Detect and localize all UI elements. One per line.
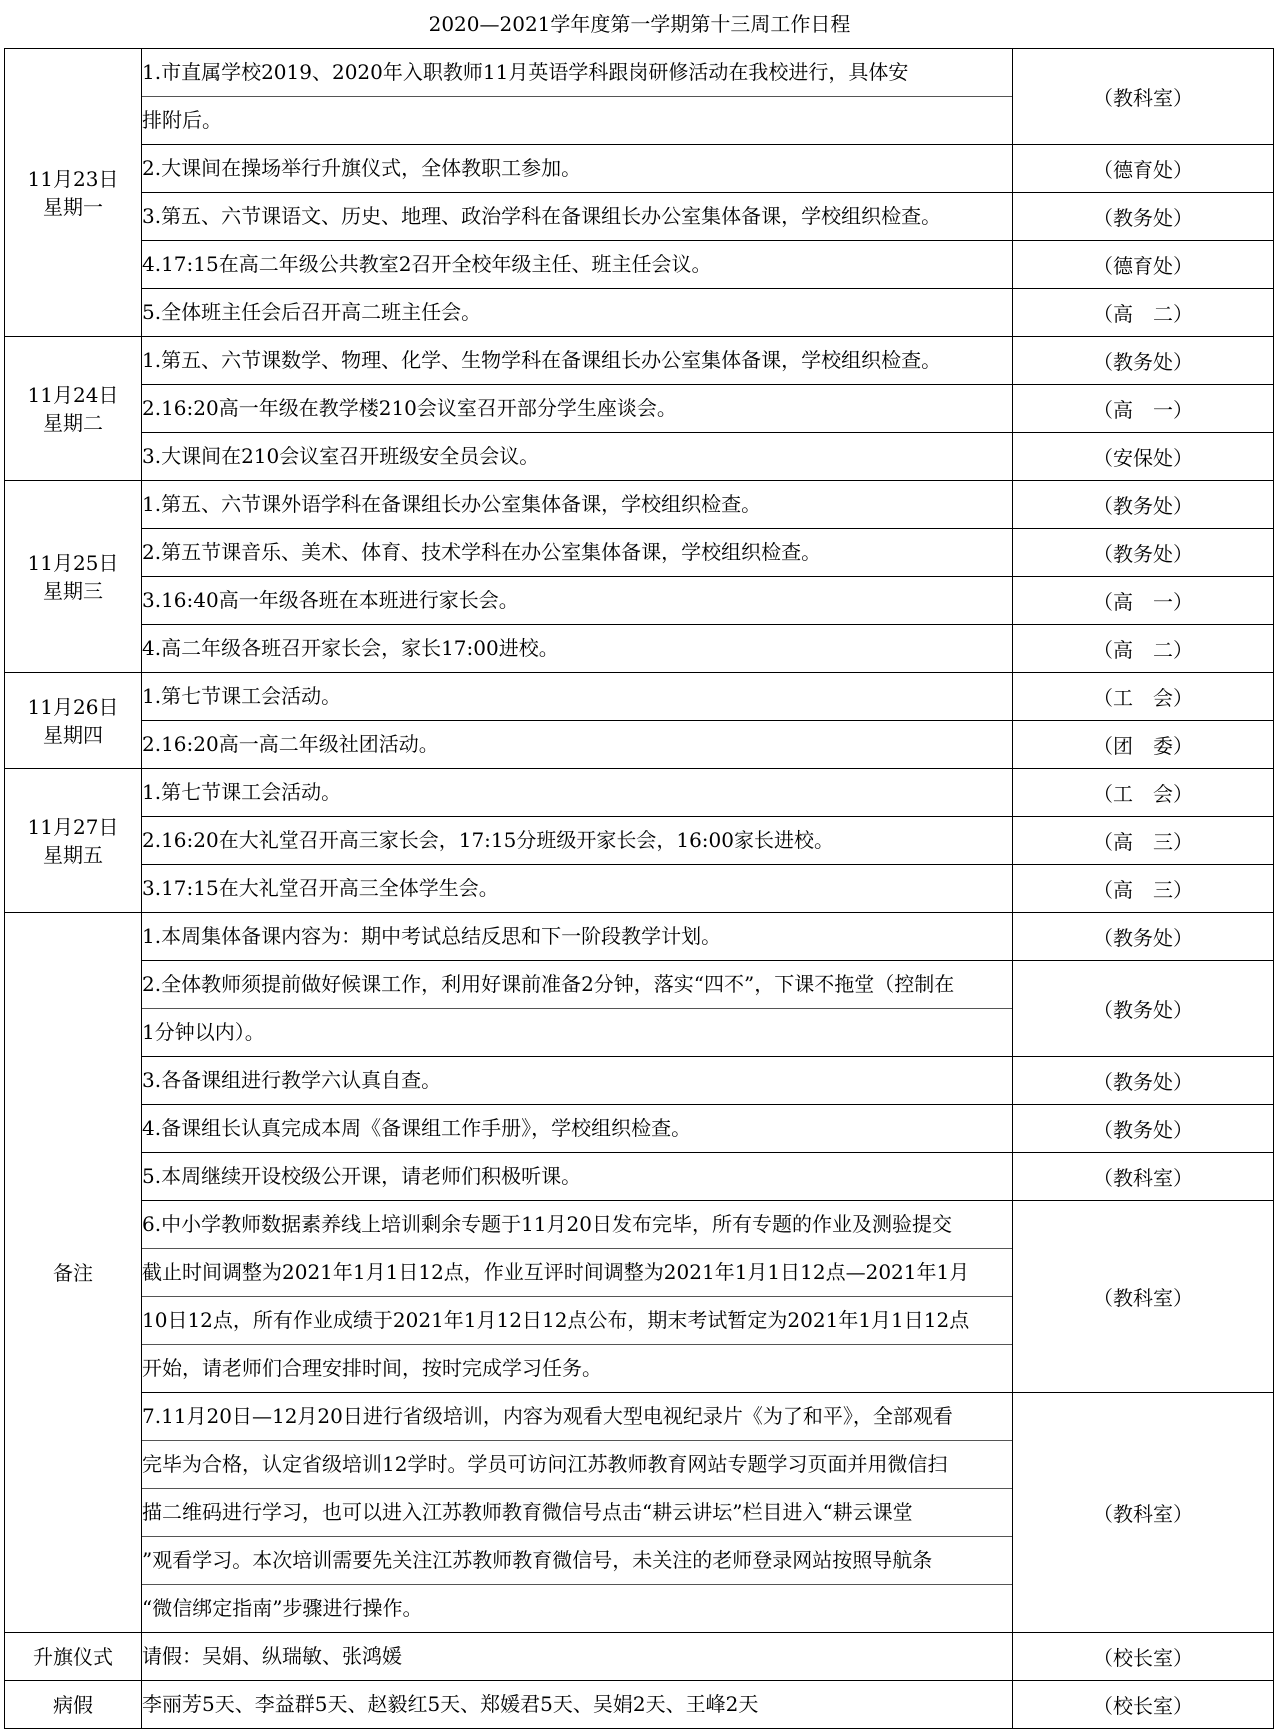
item-department: （教务处） bbox=[1013, 193, 1274, 241]
item-line: 1.第七节课工会活动。 bbox=[142, 780, 342, 804]
table-row bbox=[5, 385, 1274, 433]
page-title: 2020—2021学年度第一学期第十三周工作日程 bbox=[428, 12, 851, 36]
table-row bbox=[5, 289, 1274, 337]
item-line: 3.大课间在210会议室召开班级安全员会议。 bbox=[142, 444, 540, 468]
item-content bbox=[142, 1393, 1013, 1633]
item-department: （高 二） bbox=[1013, 289, 1274, 337]
item-content bbox=[142, 721, 1013, 769]
item-line: 2.全体教师须提前做好候课工作，利用好课前准备2分钟，落实“四不”，下课不拖堂（控制在 bbox=[142, 961, 1012, 1009]
item-line: 3.17:15在大礼堂召开高三全体学生会。 bbox=[142, 876, 499, 900]
day-cell bbox=[5, 673, 142, 769]
item-line: 1.第七节课工会活动。 bbox=[142, 684, 342, 708]
item-content bbox=[142, 145, 1013, 193]
item-line: 10日12点，所有作业成绩于2021年1月12日12点公布，期末考试暂定为2021年1月1日12点 bbox=[142, 1297, 1012, 1345]
item-content bbox=[142, 49, 1013, 145]
item-line: 4.高二年级各班召开家长会，家长17:00进校。 bbox=[142, 636, 559, 660]
item-content bbox=[142, 817, 1013, 865]
table-row bbox=[5, 625, 1274, 673]
item-line: 截止时间调整为2021年1月1日12点，作业互评时间调整为2021年1月1日12点—2021年1月 bbox=[142, 1249, 1012, 1297]
item-content bbox=[142, 1633, 1013, 1681]
item-line: 4.备课组长认真完成本周《备课组工作手册》，学校组织检查。 bbox=[142, 1116, 692, 1140]
item-content bbox=[142, 577, 1013, 625]
day-cell bbox=[5, 1633, 142, 1681]
schedule-table bbox=[4, 48, 1274, 1729]
table-row bbox=[5, 721, 1274, 769]
table-row bbox=[5, 481, 1274, 529]
item-content bbox=[142, 913, 1013, 961]
day-weekday: 星期二 bbox=[43, 410, 103, 435]
item-content bbox=[142, 337, 1013, 385]
table-row bbox=[5, 433, 1274, 481]
item-department: （高 一） bbox=[1013, 385, 1274, 433]
day-date: 11月27日 bbox=[27, 814, 119, 839]
item-department: （教务处） bbox=[1013, 1057, 1274, 1105]
day-weekday: 星期五 bbox=[43, 842, 103, 867]
item-line: “微信绑定指南”步骤进行操作。 bbox=[142, 1596, 423, 1620]
item-department: （教务处） bbox=[1013, 481, 1274, 529]
item-line: 完毕为合格，认定省级培训12学时。学员可访问江苏教师教育网站专题学习页面并用微信扫 bbox=[142, 1441, 1012, 1489]
item-content bbox=[142, 865, 1013, 913]
item-content bbox=[142, 769, 1013, 817]
item-department: （安保处） bbox=[1013, 433, 1274, 481]
item-line: 1分钟以内）。 bbox=[142, 1020, 265, 1044]
table-row bbox=[5, 145, 1274, 193]
item-line: 3.16:40高一年级各班在本班进行家长会。 bbox=[142, 588, 519, 612]
item-department: （教务处） bbox=[1013, 913, 1274, 961]
table-row bbox=[5, 961, 1274, 1057]
day-cell bbox=[5, 913, 142, 1633]
table-row bbox=[5, 1153, 1274, 1201]
day-date: 升旗仪式 bbox=[33, 1644, 113, 1669]
item-line: 排附后。 bbox=[142, 108, 222, 132]
item-department: （教务处） bbox=[1013, 1105, 1274, 1153]
item-content bbox=[142, 193, 1013, 241]
item-content bbox=[142, 385, 1013, 433]
item-content bbox=[142, 1681, 1013, 1729]
item-line: 7.11月20日—12月20日进行省级培训，内容为观看大型电视纪录片《为了和平》，全部观看 bbox=[142, 1393, 1012, 1441]
item-department: （校长室） bbox=[1013, 1633, 1274, 1681]
item-line: 1.市直属学校2019、2020年入职教师11月英语学科跟岗研修活动在我校进行，具体安 bbox=[142, 49, 1012, 97]
day-date: 11月23日 bbox=[27, 166, 119, 191]
item-line: 1.本周集体备课内容为：期中考试总结反思和下一阶段教学计划。 bbox=[142, 924, 722, 948]
item-department: （高 二） bbox=[1013, 625, 1274, 673]
item-department: （德育处） bbox=[1013, 145, 1274, 193]
day-weekday: 星期四 bbox=[43, 722, 103, 747]
item-department: （教务处） bbox=[1013, 961, 1274, 1057]
item-line: 5.全体班主任会后召开高二班主任会。 bbox=[142, 300, 482, 324]
day-cell bbox=[5, 769, 142, 913]
item-line: 2.16:20高一年级在教学楼210会议室召开部分学生座谈会。 bbox=[142, 396, 677, 420]
day-cell bbox=[5, 49, 142, 337]
day-date: 11月24日 bbox=[27, 382, 119, 407]
table-row bbox=[5, 913, 1274, 961]
day-weekday: 星期三 bbox=[43, 578, 103, 603]
day-cell bbox=[5, 337, 142, 481]
item-content bbox=[142, 481, 1013, 529]
table-row bbox=[5, 1105, 1274, 1153]
table-row bbox=[5, 337, 1274, 385]
item-line: 5.本周继续开设校级公开课，请老师们积极听课。 bbox=[142, 1164, 582, 1188]
item-line: 6.中小学教师数据素养线上培训剩余专题于11月20日发布完毕，所有专题的作业及测验提交 bbox=[142, 1201, 1012, 1249]
item-department: （校长室） bbox=[1013, 1681, 1274, 1729]
item-content bbox=[142, 289, 1013, 337]
item-content bbox=[142, 673, 1013, 721]
item-department: （工 会） bbox=[1013, 769, 1274, 817]
item-line: 请假：吴娟、纵瑞敏、张鸿媛 bbox=[142, 1644, 402, 1668]
item-line: 2.大课间在操场举行升旗仪式，全体教职工参加。 bbox=[142, 156, 582, 180]
item-department: （教务处） bbox=[1013, 529, 1274, 577]
item-line: 1.第五、六节课数学、物理、化学、生物学科在备课组长办公室集体备课，学校组织检查。 bbox=[142, 348, 942, 372]
table-row bbox=[5, 1681, 1274, 1729]
table-row bbox=[5, 577, 1274, 625]
day-cell bbox=[5, 481, 142, 673]
item-content bbox=[142, 1057, 1013, 1105]
item-department: （高 一） bbox=[1013, 577, 1274, 625]
table-row bbox=[5, 49, 1274, 145]
table-row bbox=[5, 1393, 1274, 1633]
item-content bbox=[142, 625, 1013, 673]
day-date: 备注 bbox=[53, 1260, 93, 1285]
table-row bbox=[5, 193, 1274, 241]
item-department: （工 会） bbox=[1013, 673, 1274, 721]
table-row bbox=[5, 1201, 1274, 1393]
table-row bbox=[5, 817, 1274, 865]
item-department: （教科室） bbox=[1013, 1201, 1274, 1393]
item-line: 描二维码进行学习，也可以进入江苏教师教育微信号点击“耕云讲坛”栏目进入“耕云课堂 bbox=[142, 1489, 1012, 1537]
item-line: 李丽芳5天、李益群5天、赵毅红5天、郑媛君5天、吴娟2天、王峰2天 bbox=[142, 1692, 759, 1716]
item-department: （德育处） bbox=[1013, 241, 1274, 289]
item-line: 2.16:20高一高二年级社团活动。 bbox=[142, 732, 439, 756]
item-content bbox=[142, 1153, 1013, 1201]
table-row bbox=[5, 865, 1274, 913]
table-row bbox=[5, 241, 1274, 289]
item-line: 2.16:20在大礼堂召开高三家长会，17:15分班级开家长会，16:00家长进校。 bbox=[142, 828, 834, 852]
table-row bbox=[5, 769, 1274, 817]
table-row bbox=[5, 529, 1274, 577]
item-line: 3.各备课组进行教学六认真自查。 bbox=[142, 1068, 442, 1092]
table-row bbox=[5, 673, 1274, 721]
item-department: （团 委） bbox=[1013, 721, 1274, 769]
item-line: 1.第五、六节课外语学科在备课组长办公室集体备课，学校组织检查。 bbox=[142, 492, 762, 516]
item-department: （高 三） bbox=[1013, 865, 1274, 913]
item-content bbox=[142, 529, 1013, 577]
day-cell bbox=[5, 1681, 142, 1729]
day-date: 11月25日 bbox=[27, 550, 119, 575]
item-line: 开始，请老师们合理安排时间，按时完成学习任务。 bbox=[142, 1356, 602, 1380]
item-department: （教科室） bbox=[1013, 1393, 1274, 1633]
item-department: （教务处） bbox=[1013, 337, 1274, 385]
table-row bbox=[5, 1057, 1274, 1105]
item-line: 2.第五节课音乐、美术、体育、技术学科在办公室集体备课，学校组织检查。 bbox=[142, 540, 822, 564]
item-content bbox=[142, 1105, 1013, 1153]
item-line: ”观看学习。本次培训需要先关注江苏教师教育微信号，未关注的老师登录网站按照导航条 bbox=[142, 1537, 1012, 1585]
item-department: （高 三） bbox=[1013, 817, 1274, 865]
table-row bbox=[5, 1633, 1274, 1681]
item-line: 3.第五、六节课语文、历史、地理、政治学科在备课组长办公室集体备课，学校组织检查。 bbox=[142, 204, 942, 228]
item-department: （教科室） bbox=[1013, 1153, 1274, 1201]
day-date: 病假 bbox=[53, 1692, 93, 1717]
item-content bbox=[142, 1201, 1013, 1393]
item-content bbox=[142, 961, 1013, 1057]
item-content bbox=[142, 241, 1013, 289]
item-department: （教科室） bbox=[1013, 49, 1274, 145]
day-date: 11月26日 bbox=[27, 694, 119, 719]
item-line: 4.17:15在高二年级公共教室2召开全校年级主任、班主任会议。 bbox=[142, 252, 712, 276]
item-content bbox=[142, 433, 1013, 481]
day-weekday: 星期一 bbox=[43, 194, 103, 219]
